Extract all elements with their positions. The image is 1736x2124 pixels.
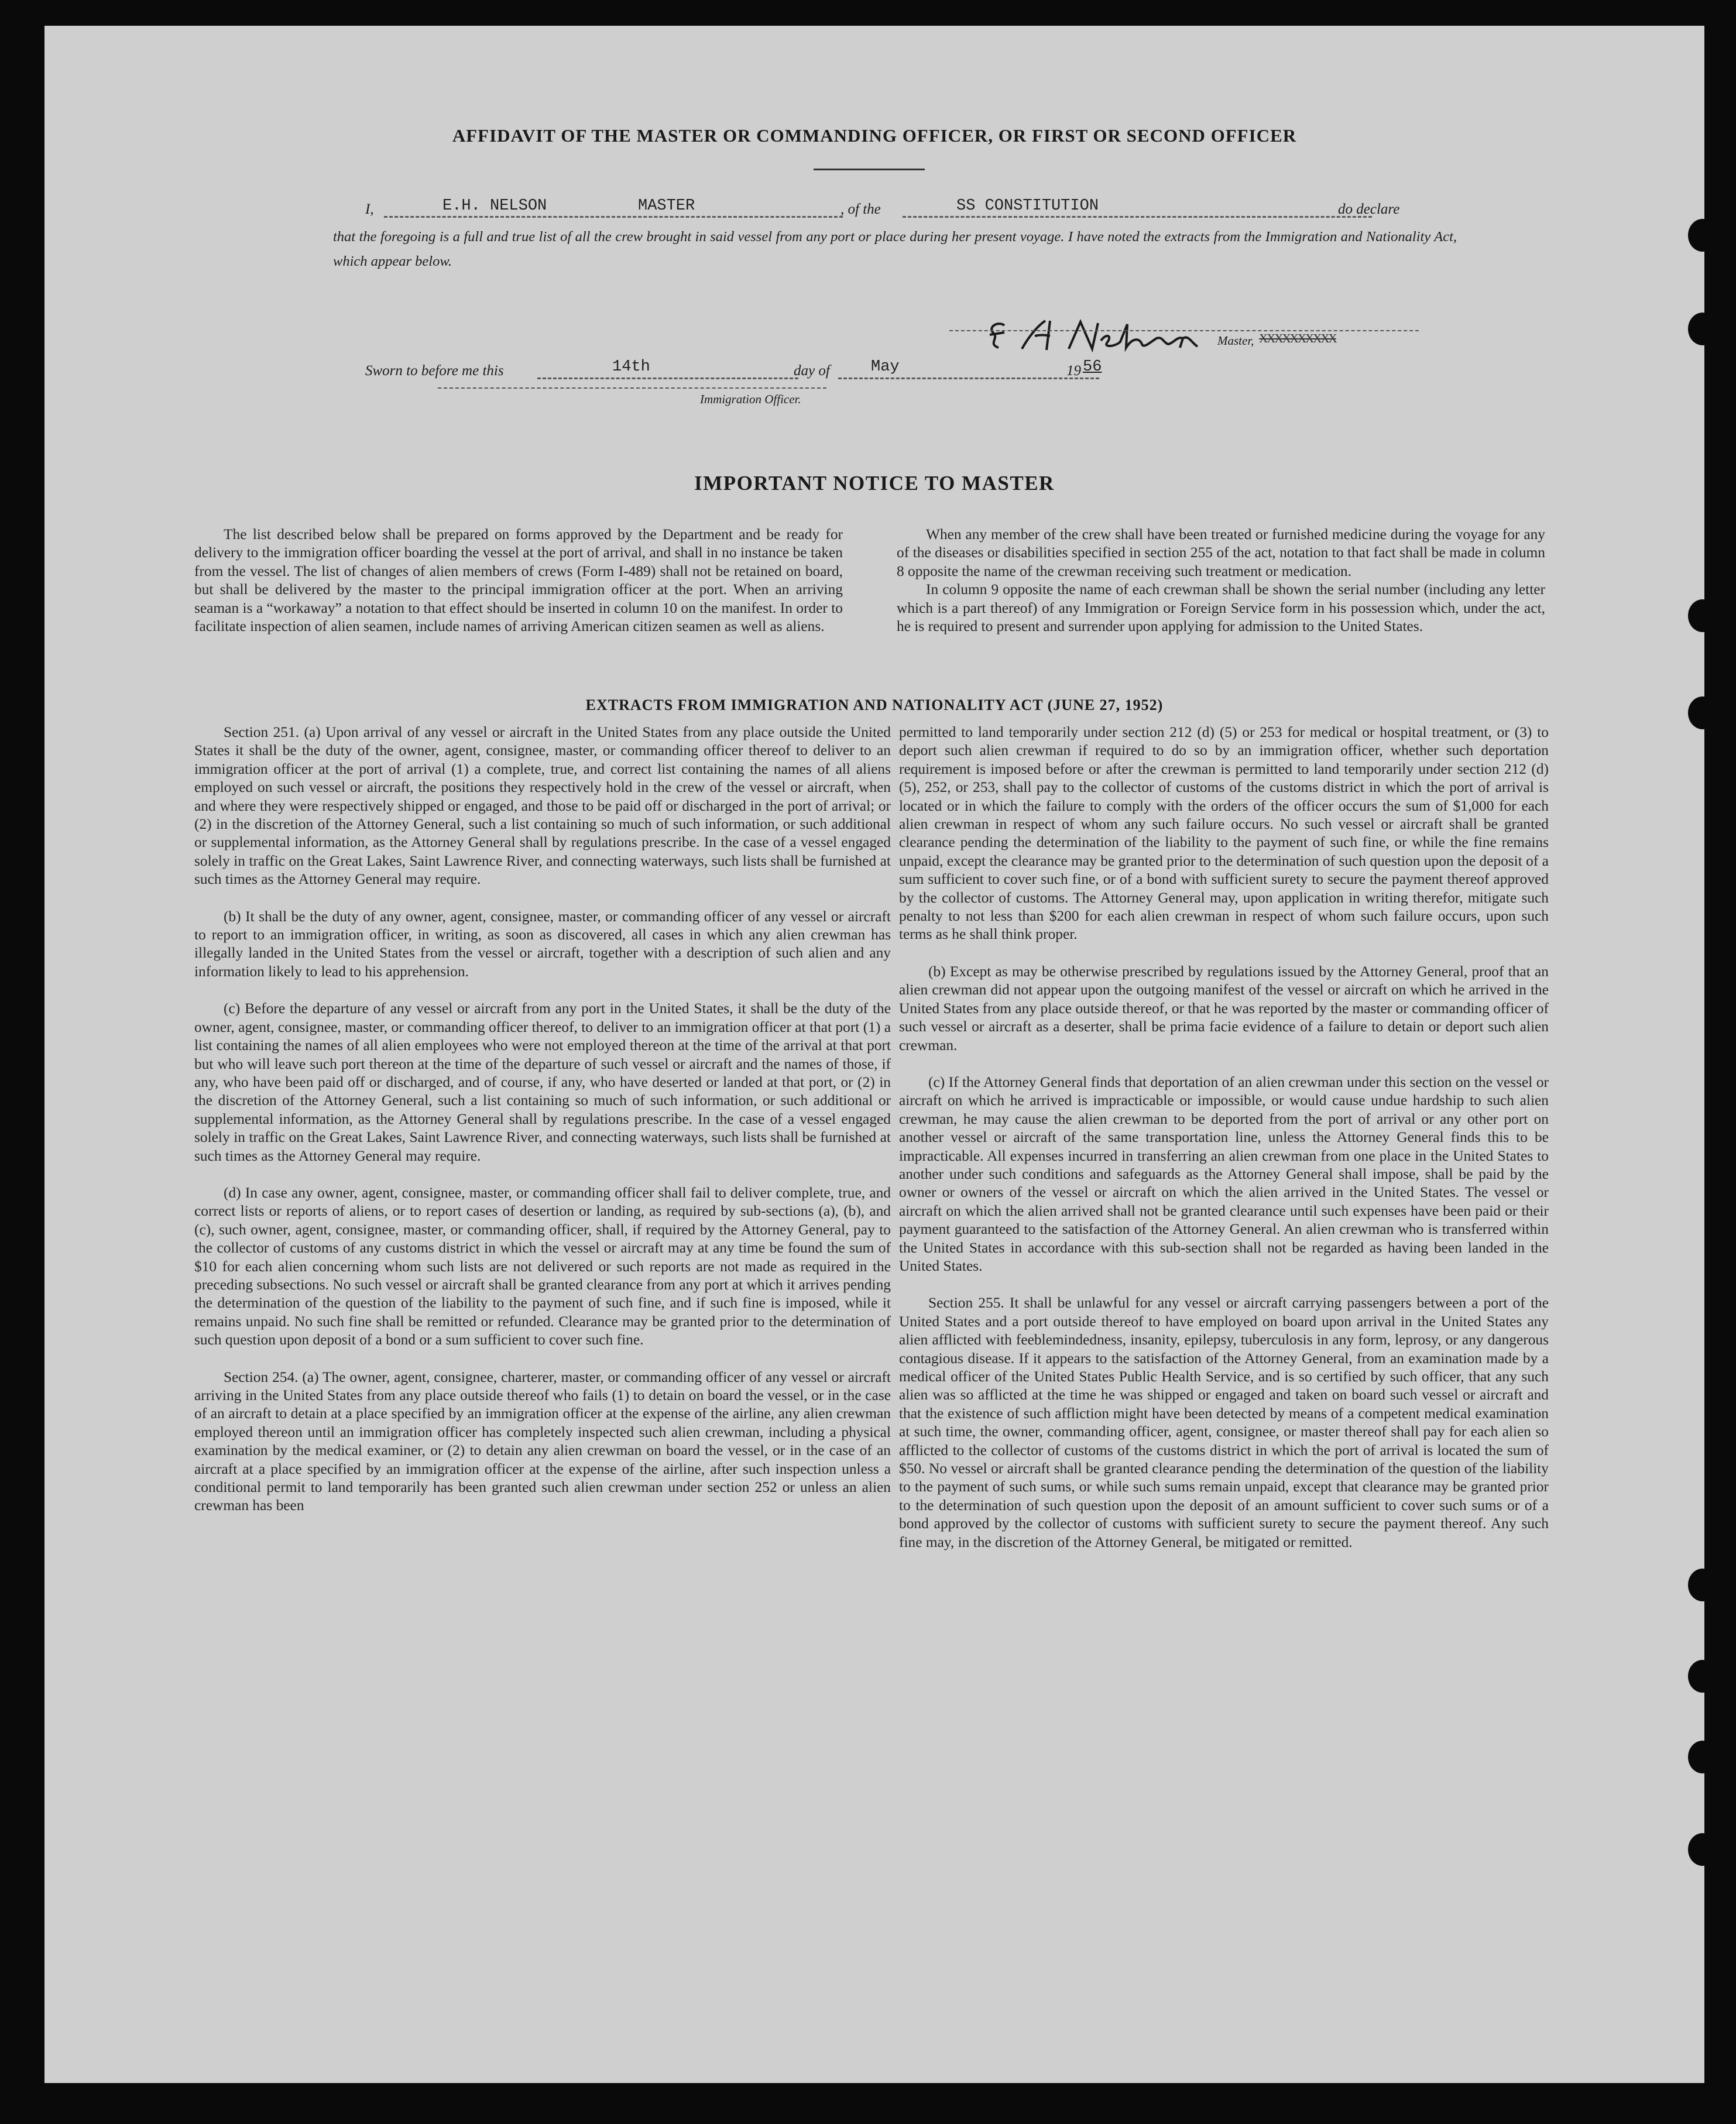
do-declare-label: do declare bbox=[1338, 201, 1400, 217]
section-254-b: (b) Except as may be otherwise prescribed by regulations issued by the Attorney General, proof that an alien crewman did not appear upon the outgoing manifest of the vessel or aircraft on which he arrived in the United States from any place outside thereof, or that he was reported by the master or commanding officer of such vessel or aircraft as a deserter, shall be prima facie evidence of a failure to detain or deport such alien crewman. bbox=[899, 963, 1549, 1054]
section-251-d: (d) In case any owner, agent, consignee, master, or commanding officer shall fail to deliver complete, true, and correct lists or reports of aliens, or to report cases of desertion or landing, as required by sub-sections (a), (b), and (c), such owner, agent, consignee, master, or commanding officer, shall, if required by the Attorney General, pay to the collector of customs of any customs district in which the vessel or aircraft may at any time be found the sum of $10 for each alien concerning whom such lists are not delivered or such reports are not made as required in the preceding subsections. No such vessel or aircraft shall be granted clearance from any port at which it arrives pending the determination of the question of the liability to the payment of such fine, and if such fine is imposed, while it remains unpaid. No such fine shall be remitted or refunded. Clearance may be granted prior to the determination of such question upon deposit of a bond or a sum sufficient to cover such fine. bbox=[194, 1184, 891, 1348]
binder-hole bbox=[1688, 219, 1704, 252]
extracts-right-column bbox=[899, 723, 1549, 1552]
section-254-a: Section 254. (a) The owner, agent, consignee, charterer, master, or commanding officer of any vessel or aircraft arriving in the United States from any place outside thereof who fails (1) to detain on board the vessel, or in the case of an aircraft to detain at a place specified by an immigration officer at the expense of the airline, any alien crewman employed thereon until an immigration officer has completely inspected such alien crewman, including a physical examination by the medical examiner, or (2) to detain any alien crewman on board the vessel, or in the case of an aircraft at a place specified by an immigration officer at the expense of the airline, after such inspection unless a conditional permit to land temporarily has been granted such alien crewman under section 252 or unless an alien crewman has been bbox=[194, 1368, 891, 1514]
title-rule bbox=[814, 169, 925, 170]
notice-right-text-2: In column 9 opposite the name of each crewman shall be shown the serial number (including any letter which is a part thereof) of any Immigration or Foreign Service form in his possession which, under the act, he is required to present and surrender upon applying for admission to the United States. bbox=[897, 581, 1545, 635]
master-name: E.H. NELSON bbox=[442, 197, 547, 215]
name-line bbox=[384, 216, 843, 218]
officer-line bbox=[438, 387, 826, 389]
binder-hole bbox=[1688, 1660, 1704, 1693]
binder-hole bbox=[1688, 1833, 1704, 1866]
notice-left bbox=[194, 526, 843, 636]
binder-hole bbox=[1688, 1741, 1704, 1773]
vessel-line bbox=[903, 216, 1372, 218]
notice-left-text: The list described below shall be prepared on forms approved by the Department and be ready for delivery to the immigration officer boarding the vessel at the port of arrival, and shall in no instance be taken from the vessel. The list of changes of alien members of crews (Form I-489) shall not be retained on board, but shall be delivered by the master to the principal immigration officer at the port. When an arriving seaman is a “workaway” a notation to that effect should be inserted in column 10 on the manifest. In order to facilitate inspection of alien seamen, include names of arriving American citizen seamen as well as aliens. bbox=[194, 526, 843, 635]
vessel-name: SS CONSTITUTION bbox=[956, 197, 1099, 215]
year-prefix: 19 bbox=[1066, 363, 1081, 379]
sworn-year: 56 bbox=[1083, 358, 1102, 376]
affidavit-statement: that the foregoing is a full and true list of all the crew brought in said vessel from any port or place during her present voyage. I have noted the extracts from the Immigration and Nationality Act, which appear below. bbox=[333, 229, 1457, 269]
intro-i: I, bbox=[365, 201, 374, 217]
binder-hole bbox=[1688, 313, 1704, 345]
affidavit-title: AFFIDAVIT OF THE MASTER OR COMMANDING OFFICER, OR FIRST OR SECOND OFFICER bbox=[452, 125, 1297, 146]
sworn-label: Sworn to before me this bbox=[365, 363, 504, 379]
sworn-day: 14th bbox=[612, 358, 650, 376]
day-line bbox=[537, 378, 798, 379]
of-the-label: , of the bbox=[840, 201, 881, 217]
section-251-b: (b) It shall be the duty of any owner, agent, consignee, master, or commanding officer of any vessel or aircraft to report to an immigration officer, in writing, as soon as discovered, all cases in which any alien crewman has illegally landed in the United States from the vessel or aircraft, together with a description of such alien and any information likely to lead to his apprehension. bbox=[194, 908, 891, 980]
section-251-a: Section 251. (a) Upon arrival of any vessel or aircraft in the United States from any place outside the United States it shall be the duty of the owner, agent, consignee, master, or commanding officer thereof to deliver to an immigration officer at the port of arrival (1) a complete, true, and correct list containing the names of all aliens employed on such vessel or aircraft, the positions they respectively hold in the crew of the vessel or aircraft, when and where they were respectively shipped or engaged, and those to be paid off or discharged in the port of arrival; or (2) in the discretion of the Attorney General, such a list containing so much of such information, or such additional or supplemental information, as the Attorney General shall by regulations prescribe. In the case of a vessel engaged solely in traffic on the Great Lakes, Saint Lawrence River, and connecting waterways, such lists shall be furnished at such times as the Attorney General may require. bbox=[194, 724, 891, 888]
master-label: Master, bbox=[1217, 334, 1254, 348]
struck-title: XXXXXXXXXX bbox=[1259, 331, 1336, 345]
document-page bbox=[44, 26, 1704, 2083]
extracts-left-column bbox=[194, 723, 891, 1515]
month-line bbox=[838, 378, 1099, 379]
notice-right-text-1: When any member of the crew shall have been treated or furnished medicine during the voyage for any of the diseases or disabilities specified in section 255 of the act, notation to that fact shall be made in column 8 opposite the name of the crewman receiving such treatment or medication. bbox=[897, 526, 1545, 579]
section-251-c: (c) Before the departure of any vessel or aircraft from any port in the United States, it shall be the duty of the owner, agent, consignee, master, or commanding officer thereof, to deliver to an immigration officer at that port (1) a list containing the names of all alien employees who were not employed thereon at the time of the arrival at that port but who will leave such port thereon at the time of the departure of such vessel or aircraft and the names of those, if any, who have been paid off or discharged, and of course, if any, who have deserted or landed at that port, or (2) in the discretion of the Attorney General, such a list containing so much of such information, or such additional or supplemental information, as the Attorney General shall by regulations prescribe. In the case of a vessel engaged solely in traffic on the Great Lakes, Saint Lawrence River, and connecting waterways, such lists shall be furnished at such times as the Attorney General may require. bbox=[194, 1000, 891, 1164]
notice-title: IMPORTANT NOTICE TO MASTER bbox=[694, 472, 1055, 495]
binder-hole bbox=[1688, 1569, 1704, 1601]
section-255: Section 255. It shall be unlawful for any vessel or aircraft carrying passengers between a port of the United States and a port outside thereof to have employed on board upon arrival in the United States any alien afflicted with feeblemindedness, insanity, epilepsy, tuberculosis in any form, leprosy, or any dangerous contagious disease. If it appears to the satisfaction of the Attorney General, from an examination made by a medical officer of the United States Public Health Service, and is so certified by such officer, that any such alien was so afflicted at the time he was shipped or engaged and taken on board such vessel or aircraft and that the existence of such affliction might have been detected by means of a competent medical examination at such time, the owner, commanding officer, agent, consignee, or master thereof shall pay for each alien so afflicted to the collector of customs of the customs district in which the port of arrival is located the sum of $50. No vessel or aircraft shall be granted clearance pending the determination of the question of the liability to the payment of such sums, or while such sums remain unpaid, except that clearance may be granted prior to the determination of such question upon the deposit of an amount sufficient to cover such sums or of a bond approved by the collector of customs with sufficient surety to secure the payment thereof. Any such fine may, in the discretion of the Attorney General, be mitigated or remitted. bbox=[899, 1295, 1549, 1550]
binder-hole bbox=[1688, 599, 1704, 632]
officer-label: Immigration Officer. bbox=[700, 392, 801, 406]
day-of-label: day of bbox=[794, 363, 830, 379]
master-rank: MASTER bbox=[638, 197, 695, 215]
notice-right bbox=[897, 526, 1545, 636]
sworn-month: May bbox=[871, 358, 900, 376]
section-254-a-continued: permitted to land temporarily under section 212 (d) (5) or 253 for medical or hospital treatment, or (3) to deport such alien crewman if required to do so by an immigration officer, whether such deportation requirement is imposed before or after the crewman is permitted to land temporarily under section 212 (d) (5), 252, or 253, shall pay to the collector of customs of the customs district in which the port of arrival is located or in which the failure to comply with the orders of the officer occurs the sum of $1,000 for each alien crewman in respect of whom any such failure occurs. No such vessel or aircraft shall be granted clearance pending the determination of the liability to the payment of such fine, or while the fine remains unpaid, except the clearance may be granted prior to the determination of such question upon the deposit of a sum sufficient to cover such fine, or of a bond with sufficient surety to secure the payment thereof approved by the collector of customs. The Attorney General may, upon application in writing therefor, mitigate such penalty to not less than $200 for each alien crewman in respect of whom such failure occurs, upon such terms as he shall think proper. bbox=[899, 724, 1549, 943]
extracts-title: EXTRACTS FROM IMMIGRATION AND NATIONALITY ACT (JUNE 27, 1952) bbox=[585, 696, 1164, 713]
signature-line bbox=[949, 330, 1419, 331]
section-254-c: (c) If the Attorney General finds that deportation of an alien crewman under this section on the vessel or aircraft on which he arrived is impracticable or impossible, or would cause undue hardship to such alien crewman, he may cause the alien crewman to be deported from the port of arrival or any other port on another vessel or aircraft of the same transportation line, unless the Attorney General finds this to be impracticable. All expenses incurred in transferring an alien crewman from one place in the United States to another under such conditions and safeguards as the Attorney General shall impose, shall be paid by the owner or owners of the vessel or aircraft on which the alien arrived in the United States. The vessel or aircraft on which the alien arrived shall not be granted clearance until such expenses have been paid or their payment guaranteed to the satisfaction of the Attorney General. An alien crewman who is transferred within the United States in accordance with this sub-section shall not be regarded as having been landed in the United States. bbox=[899, 1073, 1549, 1274]
